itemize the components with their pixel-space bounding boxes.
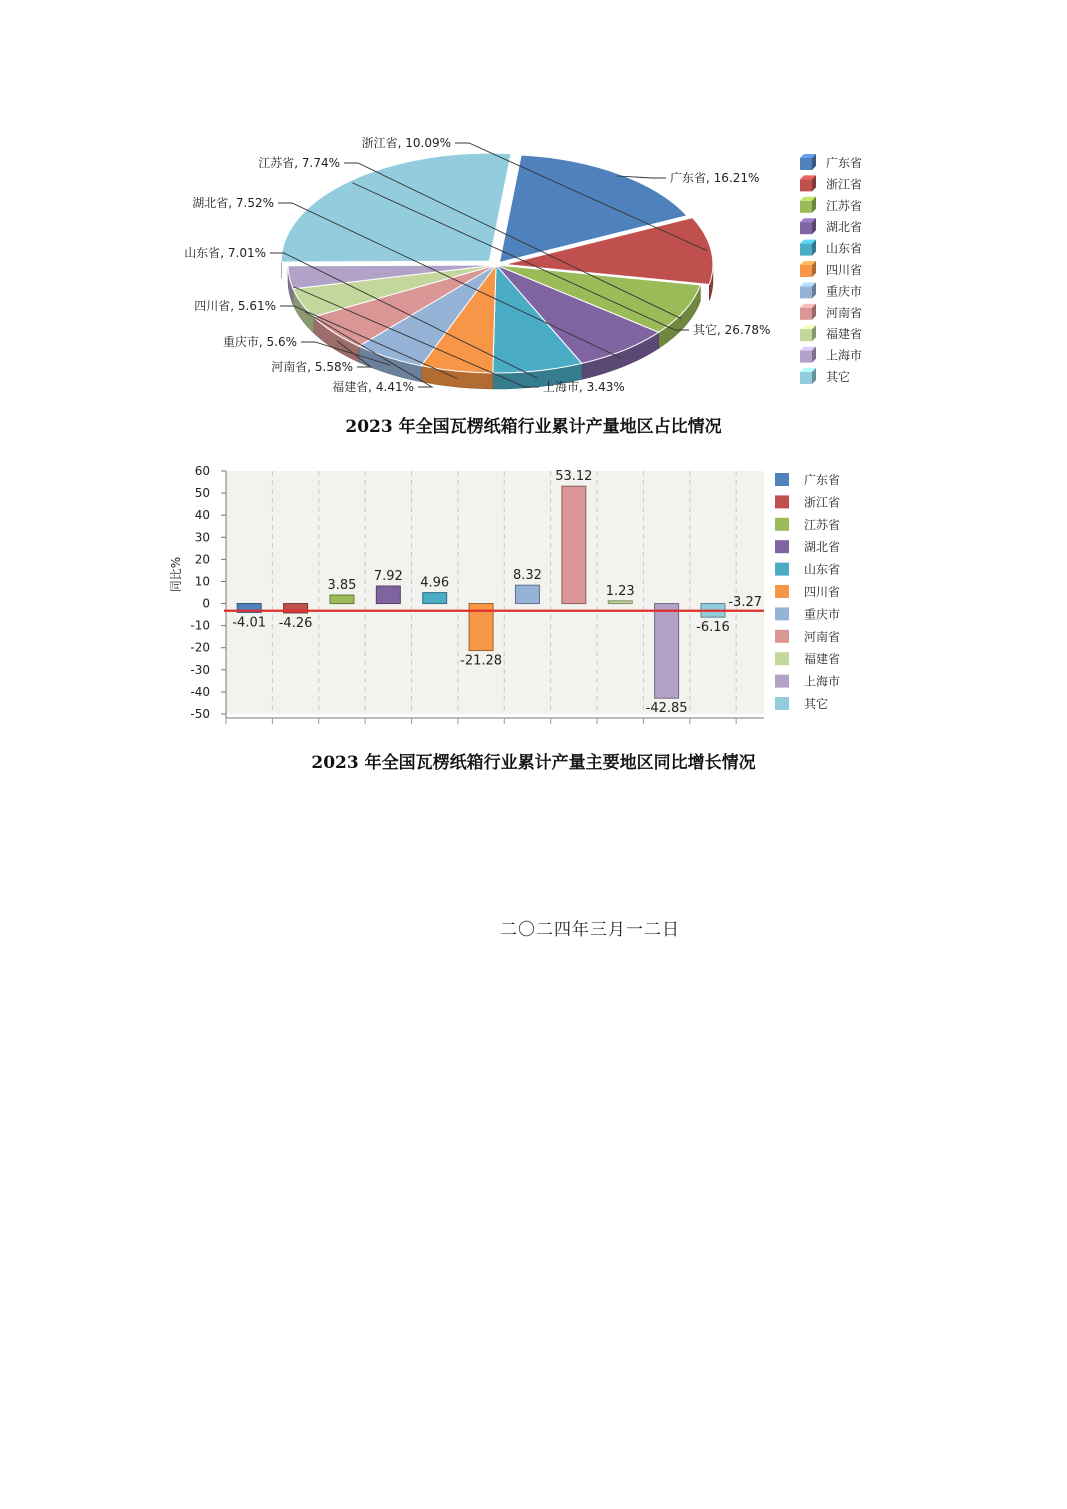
pie-data-label: 江苏省, 7.74%: [258, 156, 340, 170]
legend-swatch: [775, 630, 789, 643]
legend-swatch: [775, 473, 789, 486]
y-tick-label: 20: [194, 552, 210, 567]
legend-label: 广东省: [804, 473, 841, 487]
bar-chart-title: 2023 年全国瓦楞纸箱行业累计产量主要地区同比增长情况: [311, 753, 756, 773]
bar: [655, 604, 679, 699]
legend-label: 福建省: [826, 327, 863, 342]
y-tick-label: 50: [194, 486, 210, 501]
bar-legend: [775, 472, 840, 711]
pie-data-label: 湖北省, 7.52%: [192, 196, 274, 210]
legend-label: 其它: [804, 697, 829, 711]
legend-label: 其它: [826, 370, 851, 384]
reference-line-label: -3.27: [728, 594, 762, 610]
pie-data-label: 浙江省, 10.09%: [361, 136, 451, 150]
y-tick-label: -10: [190, 618, 210, 633]
legend-label: 河南省: [826, 305, 863, 320]
pie-chart-title: 2023 年全国瓦楞纸箱行业累计产量地区占比情况: [345, 417, 722, 437]
legend-label: 上海市: [826, 348, 863, 363]
pie-data-label: 山东省, 7.01%: [184, 246, 266, 260]
bar: [423, 593, 447, 604]
pie-data-label: 四川省, 5.61%: [194, 299, 276, 313]
legend-label: 湖北省: [804, 540, 841, 555]
legend-label: 上海市: [804, 674, 841, 689]
legend-label: 山东省: [826, 241, 863, 256]
legend-swatch: [775, 563, 789, 576]
bar: [515, 585, 539, 603]
legend-swatch: [775, 675, 789, 688]
bar-value-label: 4.96: [420, 575, 450, 591]
bar-value-label: 1.23: [605, 583, 635, 599]
y-tick-label: 40: [194, 508, 210, 523]
y-tick-label: -20: [190, 640, 210, 655]
legend-swatch: [775, 652, 789, 665]
legend-label: 重庆市: [804, 607, 841, 622]
legend-label: 江苏省: [826, 198, 863, 213]
pie-data-label: 上海市, 3.43%: [543, 380, 625, 394]
y-axis-label: 同比%: [169, 556, 183, 593]
document-date: 二〇二四年三月一二日: [500, 920, 680, 940]
legend-label: 山东省: [804, 562, 841, 577]
bar-value-label: 7.92: [373, 569, 403, 585]
bar: [376, 586, 400, 603]
legend-label: 福建省: [804, 652, 841, 667]
y-tick-label: 10: [194, 574, 210, 589]
bar-value-label: -4.01: [232, 615, 267, 631]
y-tick-label: -30: [190, 662, 210, 677]
bar-value-label: -21.28: [460, 653, 503, 669]
legend-label: 广东省: [826, 156, 863, 170]
bar: [330, 595, 354, 604]
legend-swatch: [775, 607, 789, 620]
bar: [608, 601, 632, 604]
legend-label: 湖北省: [826, 220, 863, 235]
y-tick-label: 30: [194, 530, 210, 545]
bar-value-label: 53.12: [555, 469, 593, 485]
bar-chart: [0, 0, 1067, 745]
y-tick-label: 60: [194, 464, 210, 478]
legend-label: 四川省: [826, 263, 863, 277]
pie-data-label: 其它, 26.78%: [693, 323, 771, 337]
bar-value-label: -42.85: [645, 701, 688, 717]
pie-data-label: 河南省, 5.58%: [271, 360, 353, 374]
legend-label: 四川省: [804, 585, 841, 599]
legend-label: 浙江省: [826, 177, 863, 192]
legend-swatch: [775, 518, 789, 531]
legend-swatch: [775, 585, 789, 598]
y-tick-label: 0: [202, 596, 210, 611]
bar: [562, 486, 586, 603]
legend-label: 浙江省: [804, 495, 841, 510]
legend-swatch: [775, 495, 789, 508]
legend-label: 重庆市: [826, 284, 863, 299]
pie-data-label: 广东省, 16.21%: [670, 171, 760, 185]
y-tick-label: -50: [190, 707, 210, 721]
pie-data-label: 福建省, 4.41%: [332, 380, 414, 394]
pie-data-label: 重庆市, 5.6%: [222, 335, 297, 349]
bar-value-label: 3.85: [327, 578, 357, 594]
legend-label: 河南省: [804, 629, 841, 644]
plot-area: [226, 471, 764, 717]
legend-swatch: [775, 697, 789, 710]
legend-label: 江苏省: [804, 517, 841, 532]
legend-swatch: [775, 540, 789, 553]
y-tick-label: -40: [190, 684, 210, 699]
bar-value-label: 8.32: [512, 568, 542, 584]
bar-value-label: -6.16: [696, 620, 730, 636]
bar-value-label: -4.26: [278, 615, 313, 631]
